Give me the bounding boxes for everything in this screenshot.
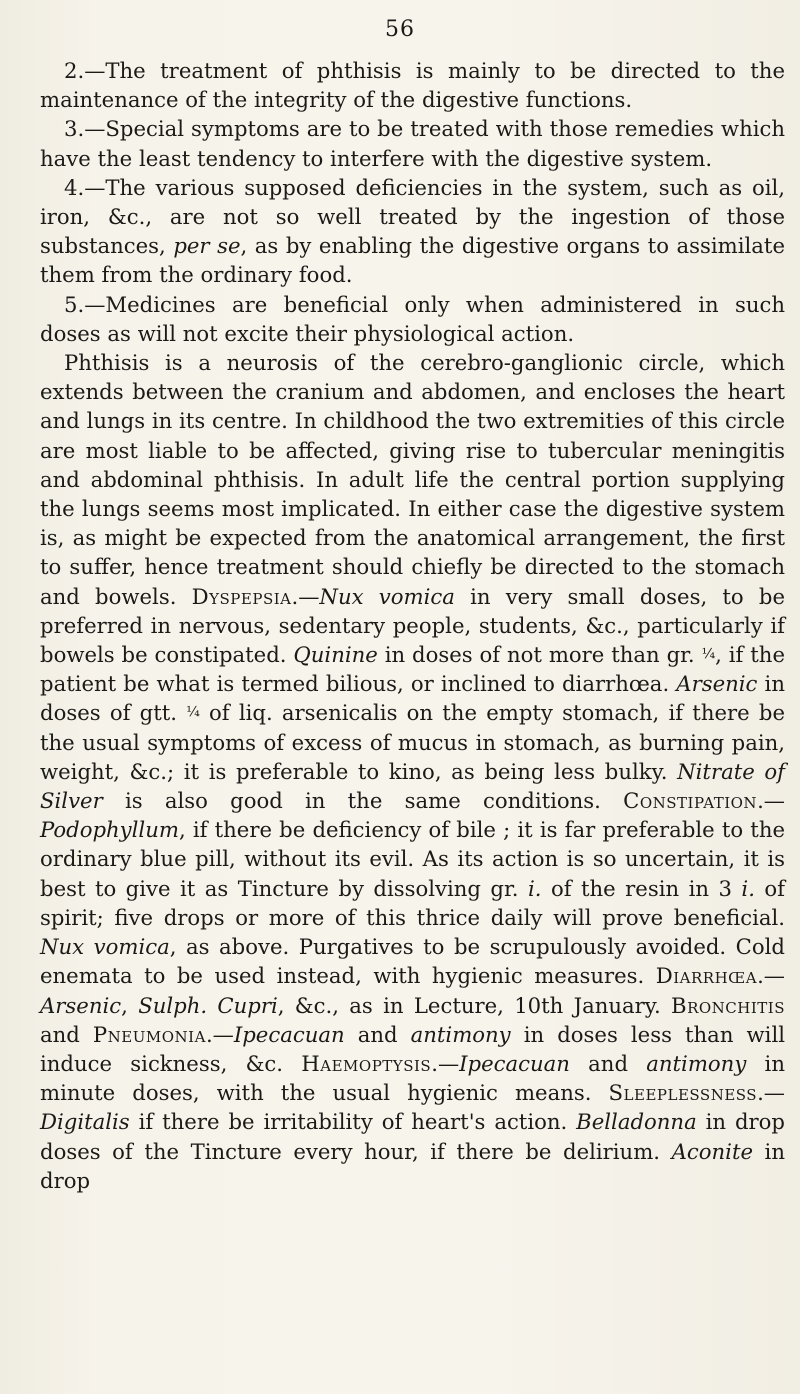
page-body: [40, 56, 785, 1195]
text-run: , as by enabling the digestive organs to assimilate them from the ordinary food.: [40, 233, 785, 288]
remedy-antimony: antimony: [646, 1050, 747, 1076]
paragraph-2: 2.—The treatment of phthisis is mainly to be directed to the maintenance of the integrity of the digestive functions.: [40, 58, 785, 113]
remedy-antimony: antimony: [410, 1021, 511, 1047]
text-run: .—: [757, 1080, 785, 1106]
heading-haemoptysis: Haemoptysis: [301, 1050, 432, 1076]
text-run: of spirit; five drops or more of this thrice daily will prove beneficial.: [40, 875, 785, 930]
italic-numeral: i.: [741, 875, 755, 901]
fraction-quarter: ¼: [186, 704, 200, 721]
paragraph-4: [40, 173, 785, 290]
text-run: in drop: [40, 1138, 785, 1193]
italic-numeral: i.: [527, 875, 542, 901]
remedy-aconite: Aconite: [671, 1138, 753, 1164]
text-run: in drop doses of the Tincture every hour, if there be delirium.: [40, 1109, 785, 1164]
text-run: ,: [121, 992, 139, 1018]
page-number: 56: [385, 17, 415, 42]
text-run: and: [569, 1050, 647, 1076]
remedy-nux-vomica: Nux vomica: [319, 583, 455, 609]
text-run: in minute doses, with the usual hygienic means.: [40, 1050, 785, 1106]
text-run: in doses less than will induce sickness, &c.: [40, 1021, 785, 1076]
paragraph-3: 3.—Special symptoms are to be treated with those remedies which have the least tendency to interfere with the digestive system.: [40, 116, 785, 171]
paragraph-5: 5.—Medicines are beneficial only when administered in such doses as will not excite their physiological action.: [40, 291, 785, 346]
text-run: of liq. arsenicalis on the empty stomach, if there be the usual symptoms of excess of mucus in stomach, as burning pain, weight, &c.; it is preferable to kino, as being less bulky.: [40, 700, 786, 784]
remedy-arsenic: Arsenic: [676, 671, 758, 697]
remedy-sulph-cupri: Sulph. Cupri: [138, 992, 278, 1018]
fraction-quarter: ¼: [701, 646, 716, 663]
remedy-belladonna: Belladonna: [576, 1109, 697, 1135]
text-run: , as above. Purgatives to be scrupulously avoided. Cold enemata to be used instead, with hygienic measures.: [40, 934, 785, 989]
remedy-nitrate-of-silver: Nitrate of Silver: [40, 758, 785, 814]
text-run: of the resin in 3: [541, 875, 742, 901]
heading-dyspepsia: Dyspepsia: [191, 583, 292, 609]
text-run: Phthisis is a neurosis of the cerebro-ganglionic circle, which extends between the cranium and abdomen, and encloses the heart and lungs in its centre. In childhood the two extremities of this circle are most liable to be affected, giving rise to tubercular meningitis and abdominal phthisis. In adult life the central portion supplying the lungs seems most implicated. In either case the digestive system is, as might be expected from the anatomical arrangement, the first to suffer, hence treatment should chiefly be directed to the stomach and bowels.: [40, 350, 785, 609]
remedy-ipecacuan: Ipecacuan: [233, 1021, 345, 1047]
heading-pneumonia: Pneumonia: [92, 1021, 206, 1047]
heading-sleeplessness: Sleeplessness: [608, 1080, 758, 1106]
text-run: in doses of gtt.: [40, 671, 785, 726]
text-run: and: [40, 1021, 93, 1047]
text-run: .—: [291, 583, 320, 609]
text-run: .—: [431, 1050, 460, 1076]
heading-constipation: Constipation: [623, 788, 758, 814]
remedy-quinine: Quinine: [293, 642, 378, 668]
remedy-arsenic: Arsenic: [40, 992, 122, 1018]
heading-bronchitis: Bronchitis: [671, 992, 785, 1018]
text-run: .—: [205, 1021, 234, 1047]
text-run: .—: [757, 963, 785, 989]
remedy-nux-vomica: Nux vomica: [40, 934, 170, 960]
remedy-ipecacuan: Ipecacuan: [459, 1050, 570, 1076]
heading-diarrhoea: Diarrhœa: [655, 963, 758, 989]
text-run: , if there be deficiency of bile ; it is far preferable to the ordinary blue pill, without its evil. As its action is so uncertain, it is best to give it as Tincture by dissolving gr.: [40, 817, 785, 901]
remedy-digitalis: Digitalis: [40, 1109, 130, 1135]
paragraph-main: [40, 348, 785, 1195]
text-run: in very small doses, to be preferred in nervous, sedentary people, students, &c., particularly if bowels be constipated.: [40, 583, 785, 668]
text-run: , if the patient be what is termed bilious, or inclined to diarrhœa.: [40, 642, 785, 697]
text-run: and: [344, 1021, 411, 1047]
text-run: .—: [757, 788, 785, 814]
text-run: , &c., as in Lecture, 10th January.: [277, 992, 672, 1018]
italic-per-se: per se: [173, 233, 241, 259]
text-run: if there be irritability of heart's action.: [129, 1109, 577, 1135]
text-run: 4.—The various supposed deficiencies in the system, such as oil, iron, &c., are not so well treated by the ingestion of those substances,: [40, 174, 785, 259]
text-run: in doses of not more than gr.: [377, 642, 702, 668]
text-run: is also good in the same conditions.: [102, 788, 624, 814]
remedy-podophyllum: Podophyllum: [40, 817, 179, 843]
